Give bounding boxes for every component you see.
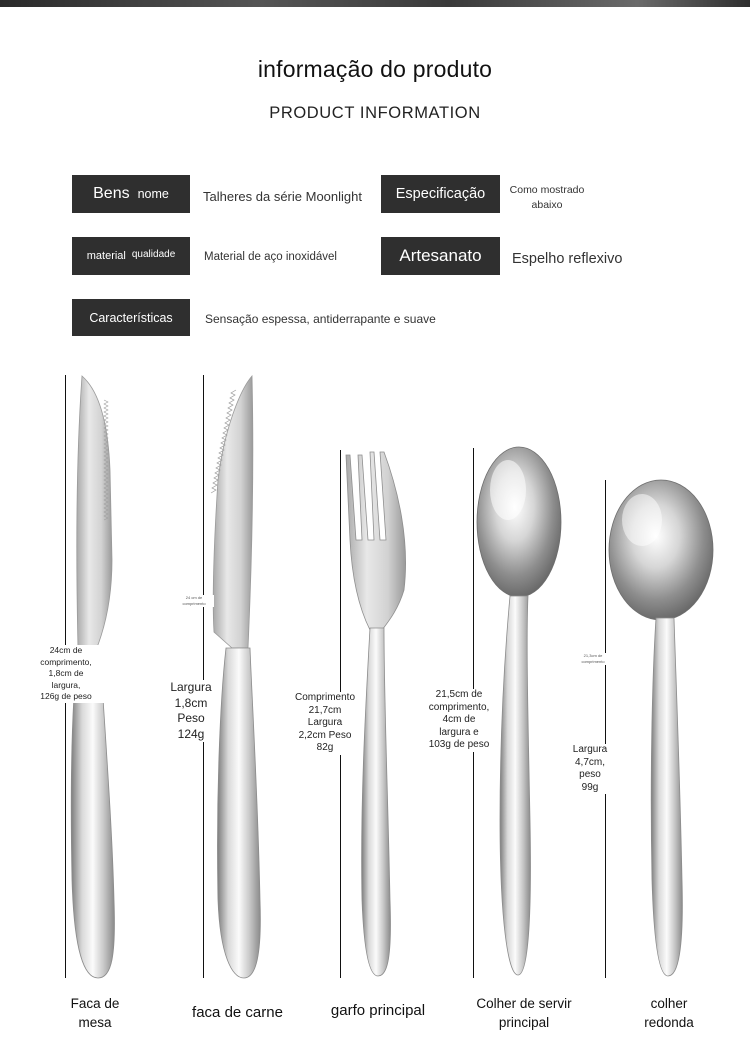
measure-line: Largura — [572, 744, 608, 755]
measure-line: 124g — [177, 726, 205, 741]
measure-line: 126g de peso — [40, 691, 92, 701]
caracteristicas-label-text: Características — [89, 310, 173, 325]
fork-name — [318, 1001, 438, 1020]
table-knife-name — [50, 994, 140, 1032]
measure-line: comprimento, — [428, 701, 490, 713]
especificacao-label-text: Especificação — [395, 186, 486, 202]
round-spoon-length — [576, 653, 610, 665]
steak-knife-measurements — [166, 680, 216, 742]
bens-label-main: Bens — [93, 185, 130, 202]
especificacao-value-line2: abaixo — [531, 199, 563, 211]
name-line: colher — [650, 996, 688, 1011]
measure-line: comprimento — [182, 601, 206, 606]
especificacao-value-line1: Como mostrado — [509, 184, 585, 196]
round-spoon-icon — [609, 480, 713, 976]
steak-knife-length — [174, 595, 214, 607]
measure-line: 21,5cm de — [435, 689, 483, 700]
table-knife-measurements — [26, 645, 106, 703]
measure-line: 2,2cm Peso — [298, 729, 352, 741]
measure-line: comprimento, — [40, 656, 92, 667]
serving-spoon-name — [468, 994, 580, 1032]
name-line: garfo principal — [330, 1002, 426, 1019]
serving-spoon-measurements — [424, 689, 494, 752]
artesanato-label-text: Artesanato — [399, 246, 482, 265]
bens-label-small: nome — [137, 187, 169, 201]
measure-line: 103g de peso — [428, 739, 490, 750]
guide-line-round-spoon — [605, 480, 606, 978]
measure-line: comprimento — [581, 659, 605, 664]
page-title: informação do produto — [257, 56, 493, 82]
measure-line: Largura — [307, 717, 343, 728]
measure-line: largura, — [51, 679, 81, 690]
name-line: redonda — [644, 1015, 694, 1030]
name-line: mesa — [78, 1015, 112, 1030]
measure-line: 82g — [316, 742, 334, 753]
measure-line: Peso — [177, 711, 205, 725]
name-line: Faca de — [70, 996, 120, 1011]
measure-line: 21,3cm de — [583, 653, 603, 658]
measure-line: 4cm de — [442, 714, 476, 725]
measure-line: 99g — [581, 781, 599, 793]
steak-knife-name — [180, 1003, 295, 1022]
measure-line: 1,8cm de — [48, 668, 84, 678]
round-spoon-name — [624, 994, 714, 1032]
page-subtitle: PRODUCT INFORMATION — [269, 104, 481, 122]
bens-value: Talheres da série Moonlight — [203, 189, 362, 204]
material-label-small: qualidade — [131, 248, 176, 260]
measure-line: 24 cm de — [185, 595, 203, 600]
name-line: Colher de servir — [476, 996, 572, 1011]
measure-line: 21,7cm — [308, 704, 342, 716]
fork-measurements — [292, 692, 358, 755]
material-value: Material de aço inoxidável — [204, 251, 337, 263]
measure-line: Comprimento — [294, 692, 356, 703]
name-line: faca de carne — [192, 1004, 283, 1021]
material-label-main: material — [86, 250, 126, 262]
artesanato-value: Espelho reflexivo — [512, 251, 623, 267]
measure-line: peso — [579, 769, 601, 780]
round-spoon-measurements — [566, 744, 614, 794]
guide-line-steak-knife — [203, 375, 204, 978]
measure-line: largura e — [439, 726, 479, 738]
caracteristicas-value: Sensação espessa, antiderrapante e suave — [205, 312, 436, 326]
measure-line: 4,7cm, — [574, 756, 605, 768]
steak-knife-icon — [211, 376, 260, 978]
measure-line: 24cm de — [49, 645, 83, 655]
measure-line: Largura — [170, 680, 212, 694]
name-line: principal — [498, 1015, 550, 1030]
measure-line: 1,8cm — [174, 695, 208, 710]
